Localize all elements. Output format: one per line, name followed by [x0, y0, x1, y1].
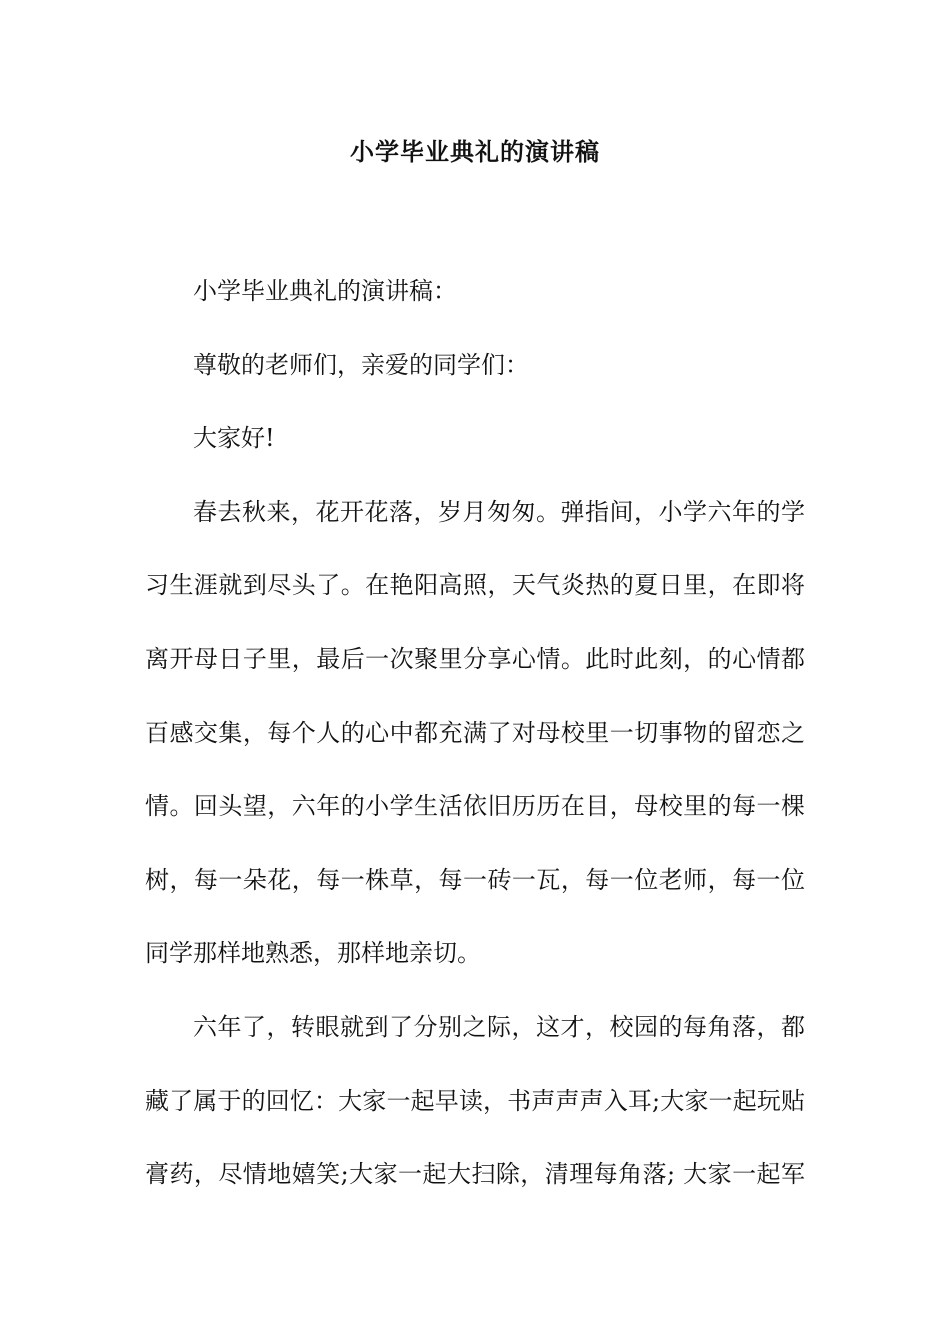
paragraph-1-line-3: 离开母日子里，最后一次聚里分享心情。此时此刻，的心情都 — [145, 644, 805, 673]
document-body — [145, 255, 805, 1212]
paragraph-1-line-6: 树，每一朵花，每一株草，每一砖一瓦，每一位老师，每一位 — [145, 865, 805, 894]
paragraph-1-line-4: 百感交集，每个人的心中都充满了对母校里一切事物的留恋之 — [145, 718, 805, 747]
paragraph-2-line-2: 藏了属于的回忆：大家一起早读，书声声声入耳;大家一起玩贴 — [145, 1086, 805, 1115]
greeting-line: 大家好! — [193, 424, 275, 453]
paragraph-1-line-2: 习生涯就到尽头了。在艳阳高照，天气炎热的夏日里，在即将 — [145, 571, 805, 600]
paragraph-1-line-1: 春去秋来，花开花落，岁月匆匆。弹指间，小学六年的学 — [193, 497, 805, 526]
paragraph-2-line-1: 六年了，转眼就到了分别之际，这才，校园的每角落，都 — [193, 1012, 805, 1041]
document-title: 小学毕业典礼的演讲稿 — [350, 138, 600, 166]
salutation-heading: 小学毕业典礼的演讲稿： — [193, 277, 457, 305]
paragraph-1-line-7: 同学那样地熟悉，那样地亲切。 — [145, 939, 481, 968]
paragraph-1-line-5: 情。回头望，六年的小学生活依旧历历在目，母校里的每一棵 — [145, 792, 805, 821]
salutation-audience: 尊敬的老师们，亲爱的同学们： — [193, 350, 529, 379]
paragraph-2-line-3: 膏药，尽情地嬉笑;大家一起大扫除，清理每角落; 大家一起军 — [145, 1160, 805, 1189]
